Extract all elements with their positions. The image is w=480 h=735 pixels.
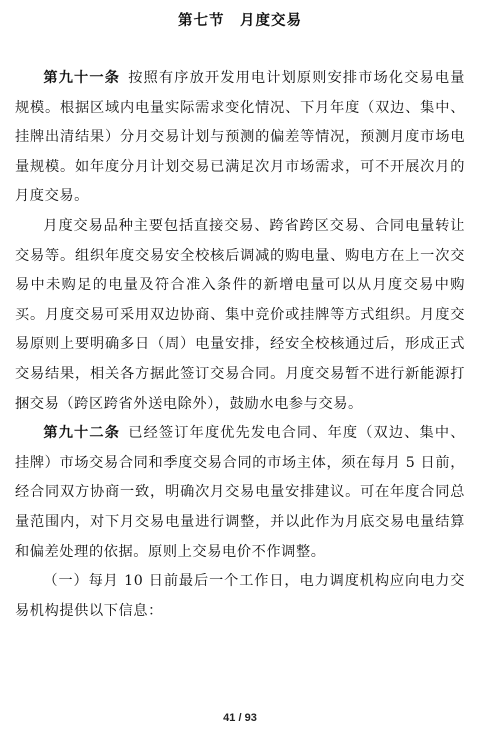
section-title: 第七节 月度交易 (178, 12, 302, 29)
paragraph-text: （一）每月 10 日前最后一个工作日，电力调度机构应向电力交易机构提供以下信息： (15, 573, 465, 619)
page-total: 93 (244, 712, 257, 724)
paragraph-item-1 (15, 567, 465, 626)
paragraph-article-91 (15, 64, 465, 212)
page-number (0, 712, 480, 724)
page-current: 41 (223, 712, 236, 724)
paragraph-monthly-types (15, 212, 465, 419)
paragraph-article-92 (15, 419, 465, 567)
article-number: 第九十一条 (43, 70, 121, 86)
paragraph-text: 按照有序放开发用电计划原则安排市场化交易电量规模。根据区域内电量实际需求变化情况、下月年度（双边、集中、挂牌出清结果）分月交易计划与预测的偏差等情况，预测月度市场电量规模。如年度分月计划交易已满足次月市场需求，可不开展次月的月度交易。 (15, 70, 465, 205)
article-number: 第九十二条 (43, 425, 121, 442)
paragraph-text: 月度交易品种主要包括直接交易、跨省跨区交易、合同电量转让交易等。组织年度交易安全校核后调减的购电量、购电方在上一次交易中未购足的电量及符合准入条件的新增电量可以从月度交易中购买。月度交易可采用双边协商、集中竞价或挂牌等方式组织。月度交易原则上要明确多日（周）电量安排，经安全校核通过后，形成正式交易结果，相关各方据此签订交易合同。月度交易暂不进行新能源打捆交易（跨区跨省外送电除外），鼓励水电参与交易。 (15, 217, 465, 412)
body-text (15, 64, 465, 626)
page-separator: / (235, 712, 245, 724)
paragraph-text: 已经签订年度优先发电合同、年度（双边、集中、挂牌）市场交易合同和季度交易合同的市场主体，须在每月 5 日前，经合同双方协商一致，明确次月交易电量安排建议。可在年度合同总量范围内，对下月交易电量进行调整，并以此作为月底交易电量结算和偏差处理的依据。原则上交易电价不作调整。 (15, 425, 465, 560)
